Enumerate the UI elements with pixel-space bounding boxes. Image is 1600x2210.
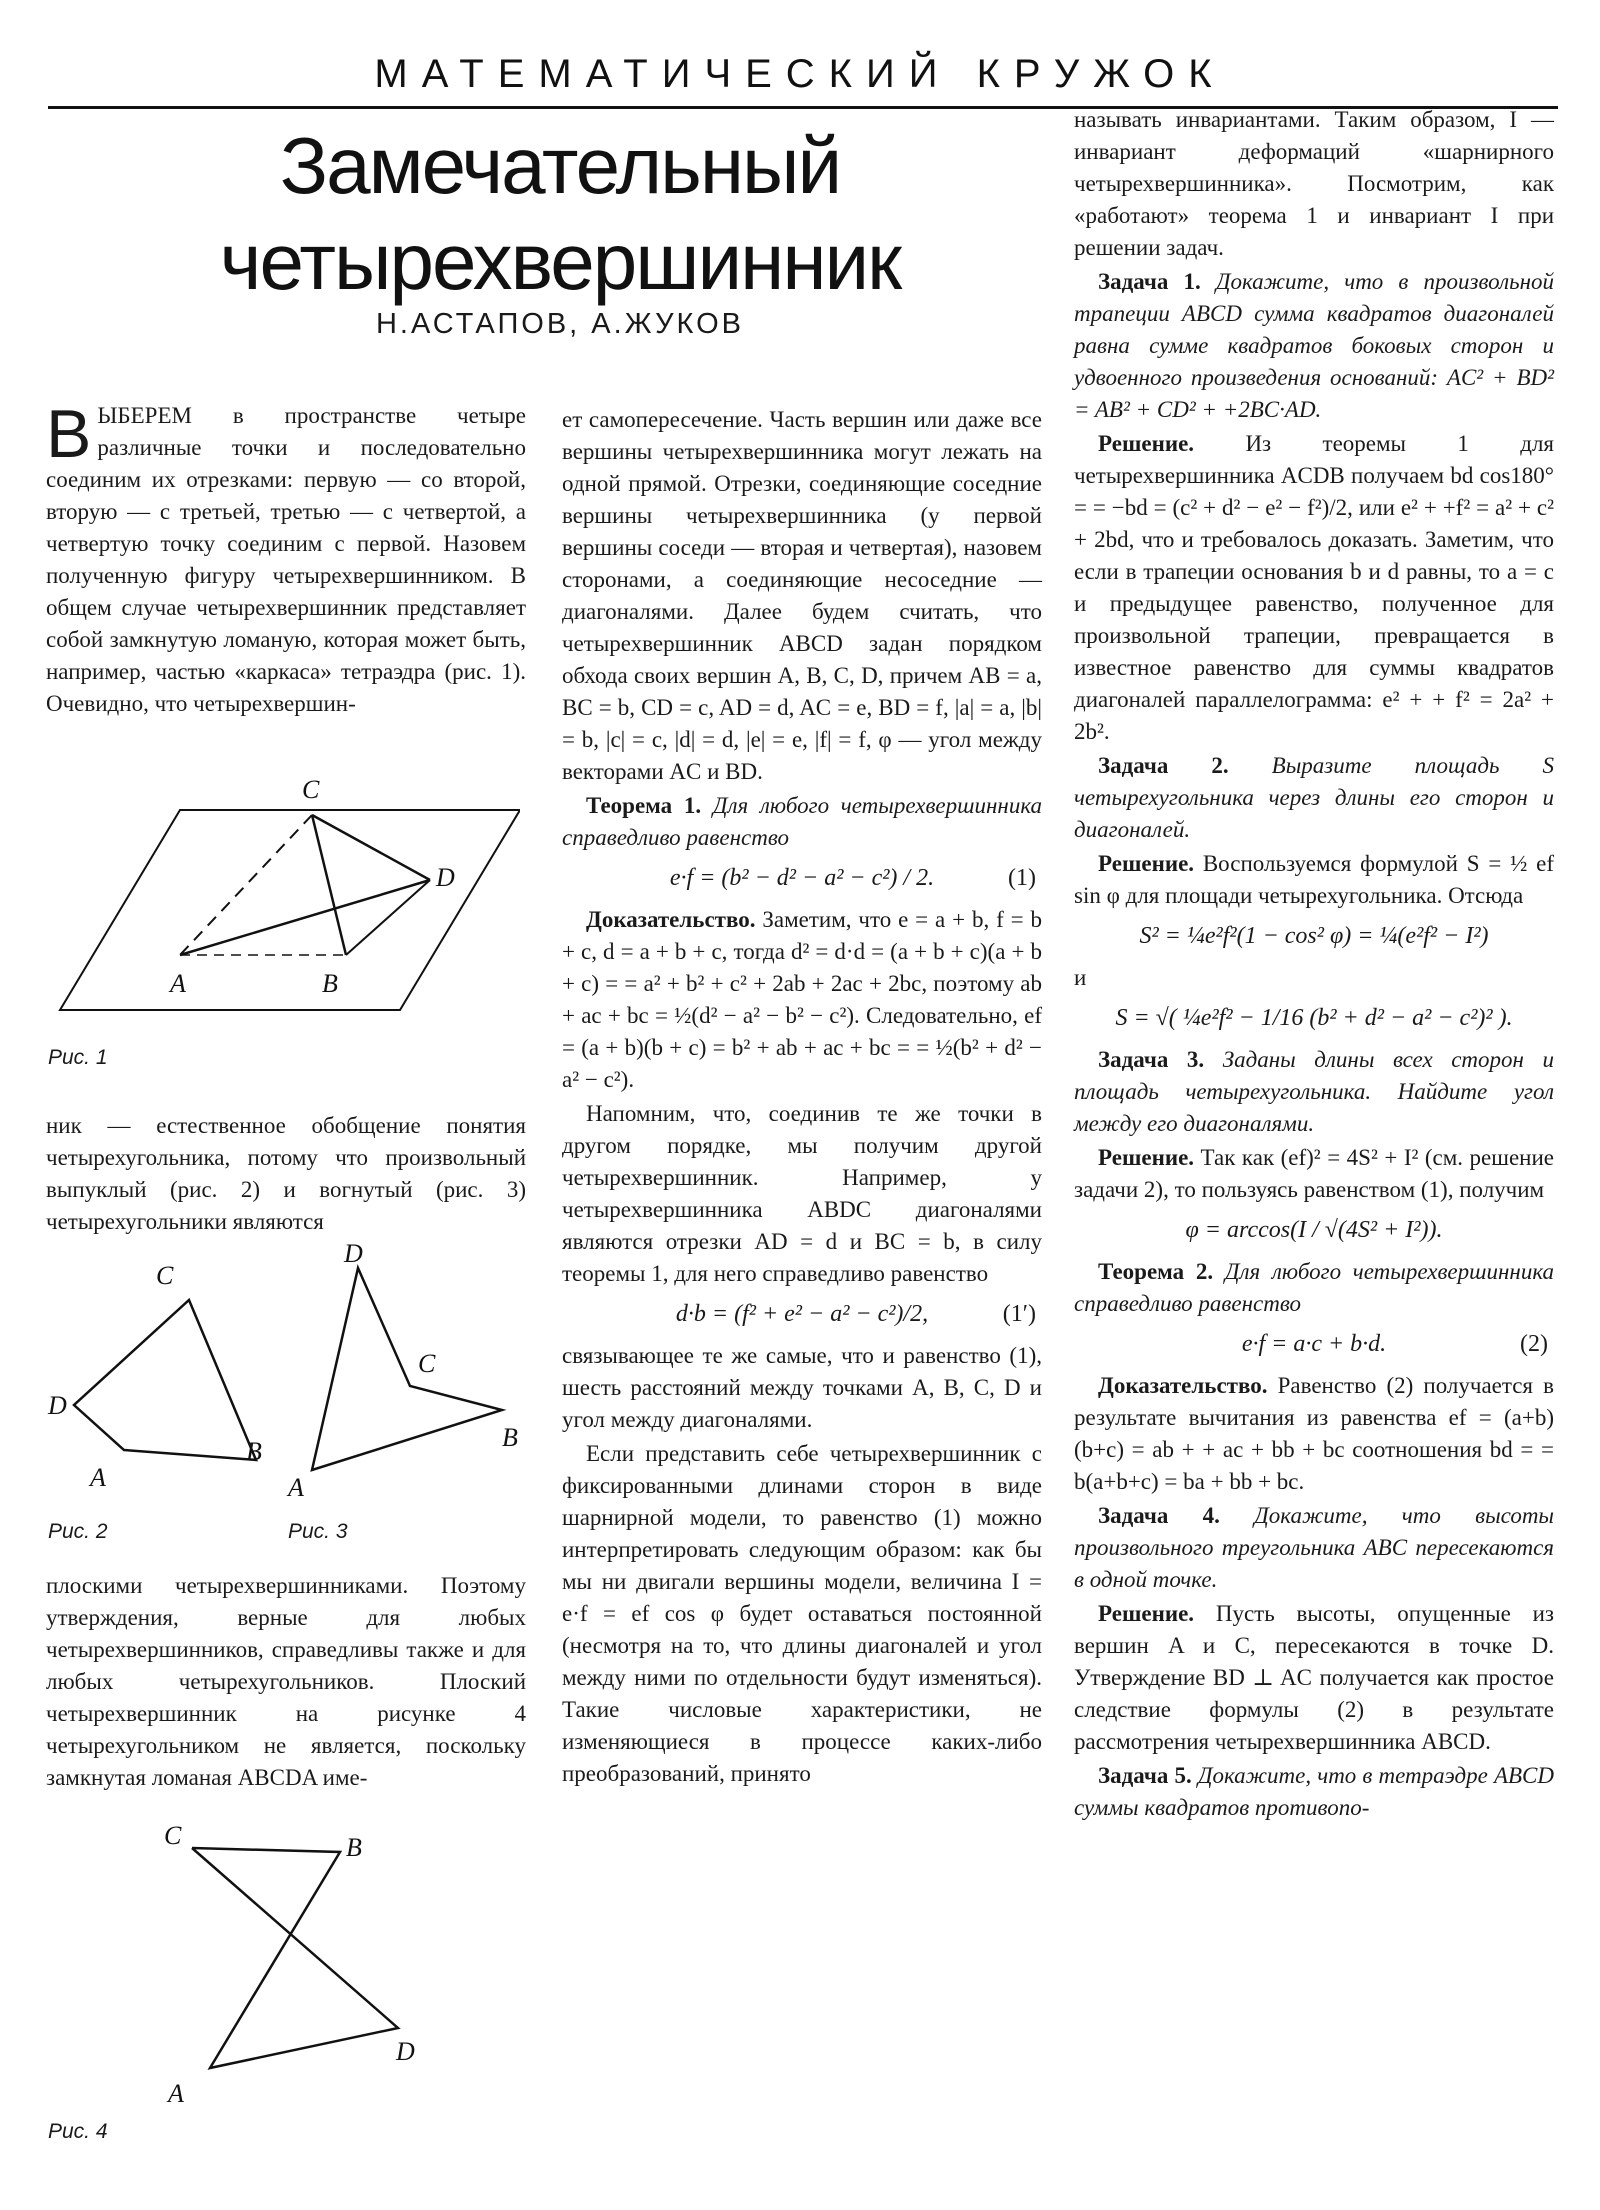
article-title (160, 118, 960, 310)
task-3-text: Заданы длины всех сторон и площадь четырехугольника. Найдите угол между его диагоналями. (1074, 1047, 1555, 1136)
equation-s-squared: S² = ¼e²f²(1 − cos² φ) = ¼(e²f² − I²) (1139, 923, 1489, 949)
fig1-label-d: D (436, 863, 455, 892)
solution-4 (1074, 1598, 1554, 1758)
task-1-label: Задача 1. (1098, 269, 1201, 294)
solution-4-text: Пусть высоты, опущенные из вершин A и C, пересекаются в точке D. Утверждение BD ⊥ AC получается как простое следствие формулы (2) в результате рассмотрения четырехвершинника ABCD. (1074, 1601, 1555, 1754)
fig2-label-b: B (246, 1437, 262, 1466)
equation-s: S = √( ¼e²f² − 1/16 (b² + d² − a² − c²)² ). (1115, 1005, 1513, 1031)
figure-4 (150, 1812, 440, 2112)
column-3 (1074, 104, 1554, 1826)
solution-4-label: Решение. (1098, 1601, 1195, 1626)
solution-3-label: Решение. (1098, 1145, 1195, 1170)
solution-3-text: Так как (ef)² = 4S² + I² (см. решение задачи 2), то пользуясь равенством (1), получим (1074, 1145, 1554, 1202)
paragraph-invariants: называть инвариантами. Таким образом, I — инвариант деформаций «шарнирного четырехвершинника». Посмотрим, как «работают» теорема 1 и инвариант I при решении задач. (1074, 107, 1554, 260)
title-line-2: четырехвершинник (219, 217, 901, 306)
fig1-label-c: C (302, 775, 320, 804)
column-2 (562, 404, 1042, 1792)
fig1-label-b: B (322, 969, 338, 998)
proof-2-label: Доказательство. (1098, 1373, 1268, 1398)
proof-2 (1074, 1370, 1554, 1498)
column-1-top (46, 396, 526, 722)
theorem-1-text: Для любого четырехвершинника справедливо равенство (562, 793, 1043, 850)
task-3 (1074, 1044, 1554, 1140)
fig4-label-a: A (168, 2079, 184, 2108)
solution-1-text: Из теоремы 1 для четырехвершинника ACDB получаем bd cos180° = = −bd = (c² + d² − e² − f²)/2, или e² + +f² = a² + c² + 2bd, что и требовалось доказать. Заметим, что если в трапеции основания b и d равны, то a = c и предыдущее равенство, полученное для произвольной трапеции, превращается в известное равенство для суммы квадратов диагоналей параллелограмма: e² + + f² = 2a² + 2b². (1074, 431, 1555, 744)
solution-2-label: Решение. (1098, 851, 1195, 876)
task-5-label: Задача 5. (1098, 1763, 1192, 1788)
column-1-middle (46, 1110, 526, 1240)
article-authors: Н.АСТАПОВ, А.ЖУКОВ (375, 308, 744, 340)
equation-1 (562, 862, 1042, 894)
fig3-label-c: C (418, 1349, 436, 1378)
fig4-label-b: B (346, 1833, 362, 1862)
task-3-label: Задача 3. (1098, 1047, 1205, 1072)
title-line-1: Замечательный (279, 121, 841, 210)
task-5-text: Докажите, что в тетраэдре ABCD суммы квадратов противопо- (1074, 1763, 1555, 1820)
task-1 (1074, 266, 1554, 426)
equation-2-body: e·f = a·c + b·d. (1241, 1331, 1387, 1357)
theorem-1-label: Теорема 1. (586, 793, 702, 818)
task-5 (1074, 1760, 1554, 1824)
theorem-2 (1074, 1256, 1554, 1320)
fig4-label-c: C (164, 1821, 182, 1850)
paragraph-planar: плоскими четырехвершинниками. Поэтому утверждения, верные для любых четырехвершинников, справедливы также и для любых четырехугольников. Плоский четырехвершинник на рисунке 4 четырехугольником не является, поскольку замкнутая ломаная ABCDA име- (46, 1573, 526, 1790)
proof-1-text: Заметим, что e = a + b, f = b + c, d = a + b + c, тогда d² = d·d = (a + b + c)(a + b + c) = = a² + b² + c² + 2ab + 2ac + 2bc, поэтому ab + ac + bc = ½(d² − a² − b² − c²). Следовательно, ef = (a + b)(b + c) = b² + ab + ac + bc = = ½(b² + d² − a² − c²). (562, 907, 1043, 1092)
equation-1-body: e·f = (b² − d² − a² − c²) / 2. (669, 865, 935, 891)
fig4-label-d: D (396, 2037, 415, 2066)
paragraph-hinged-model: Если представить себе четырехвершинник с фиксированными длинами сторон в виде шарнирной модели, то равенство (1) можно интерпретировать следующим образом: как бы мы ни двигали вершины модели, величина I = e·f = ef cos φ будет оставаться постоянной (несмотря на то, что длины диагоналей и угол между ними по отдельности будут изменяться). Такие числовые характеристики, не изменяющиеся в процессе каких-либо преобразований, принято (562, 1441, 1042, 1786)
equation-1-prime (562, 1298, 1042, 1330)
task-2-label: Задача 2. (1098, 753, 1229, 778)
fig2-label-a: A (90, 1463, 106, 1490)
solution-1 (1074, 428, 1554, 748)
fig3-label-a: A (288, 1473, 304, 1502)
theorem-2-label: Теорема 2. (1098, 1259, 1214, 1284)
task-4-text: Докажите, что высоты произвольного треугольника ABC пересекаются в одной точке. (1074, 1503, 1555, 1592)
drop-cap: В (46, 396, 92, 472)
figure-2 (44, 1230, 304, 1490)
equation-1-prime-body: d·b = (f² + e² − a² − c²)/2, (675, 1301, 929, 1327)
solution-1-label: Решение. (1098, 431, 1195, 456)
equation-1-prime-number: (1′) (1002, 1301, 1036, 1327)
proof-2-text: Равенство (2) получается в результате вычитания из равенства ef = (a+b)(b+c) = ab + + ac + bb + bc соотношения bd = = b(a+b+c) = ba + bb + bc. (1074, 1373, 1554, 1494)
figure-1 (50, 760, 520, 1030)
proof-1 (562, 904, 1042, 1096)
paragraph-generalization: ник — естественное обобщение понятия четырехугольника, потому что произвольный выпуклый (рис. 2) и вогнутый (рис. 3) четырехугольники являются (46, 1113, 526, 1234)
task-2 (1074, 750, 1554, 846)
section-rubric: МАТЕМАТИЧЕСКИЙ КРУЖОК (374, 52, 1226, 96)
task-1-text: Докажите, что в произвольной трапеции ABCD сумма квадратов диагоналей равна сумме квадратов боковых сторон и удвоенного произведения оснований: AC² + BD² = AB² + CD² + +2BC·AD. (1074, 269, 1555, 422)
fig3-label-b: B (502, 1423, 518, 1452)
theorem-1 (562, 790, 1042, 854)
solution-3 (1074, 1142, 1554, 1206)
equation-1-number: (1) (1008, 865, 1036, 891)
intro-text: ЫБЕРЕМ в пространстве четыре различные точки и последовательно соединим их отрезками: первую — со второй, вторую — с третьей, третью — с четвертой, а четвертую точку соединим с первой. Назовем полученную фигуру четырехвершинником. В общем случае четырехвершинник представляет собой замкнутую ломаную, которая может быть, например, частью «каркаса» тетраэдра (рис. 1). Очевидно, что четырехвершин- (46, 403, 526, 716)
figure-3 (276, 1234, 536, 1506)
intro-paragraph (46, 396, 526, 720)
conjunction-and: и (1074, 965, 1087, 990)
equation-2 (1074, 1328, 1554, 1360)
fig2-label-d: D (48, 1391, 67, 1420)
column-1-bottom (46, 1570, 526, 1796)
paragraph-distances: связывающее те же самые, что и равенство (1), шесть расстояний между точками A, B, C, D и угол между диагоналями. (562, 1343, 1042, 1432)
figure-1-caption: Рис. 1 (48, 1046, 108, 1069)
solution-2-text: Воспользуемся формулой S = ½ ef sin φ для площади четырехугольника. Отсюда (1074, 851, 1554, 908)
task-2-text: Выразите площадь S четырехугольника через длины его сторон и диагоналей. (1074, 753, 1555, 842)
figure-3-caption: Рис. 3 (288, 1520, 348, 1543)
proof-1-label: Доказательство. (586, 907, 756, 932)
fig3-label-d: D (344, 1239, 363, 1268)
task-4-label: Задача 4. (1098, 1503, 1220, 1528)
equation-phi: φ = arccos(I / √(4S² + I²)). (1185, 1217, 1443, 1243)
theorem-2-text: Для любого четырехвершинника справедливо равенство (1074, 1259, 1555, 1316)
fig1-label-a: A (170, 969, 186, 998)
equation-2-number: (2) (1520, 1331, 1548, 1357)
figure-4-caption: Рис. 4 (48, 2120, 108, 2143)
fig2-label-c: C (156, 1261, 174, 1290)
paragraph-reorder: Напомним, что, соединив те же точки в другом порядке, мы получим другой четырехвершинник. Например, у четырехвершинника ABDC диагоналями являются отрезки AD = d и BC = b, в силу теоремы 1, для него справедливо равенство (562, 1101, 1042, 1286)
figure-2-caption: Рис. 2 (48, 1520, 108, 1543)
paragraph-definitions: ет самопересечение. Часть вершин или даже все вершины четырехвершинника могут лежать на одной прямой. Отрезки, соединяющие соседние вершины четырехвершинника (у первой вершины соседи — вторая и четвертая), назовем сторонами, а соединяющие несоседние — диагоналями. Далее будем считать, что четырехвершинник ABCD задан порядком обхода своих вершин A, B, C, D, причем AB = a, BC = b, CD = c, AD = d, AC = e, BD = f, |a| = a, |b| = b, |c| = c, |d| = d, |e| = e, |f| = f, φ — угол между векторами AC и BD. (562, 407, 1042, 784)
task-4 (1074, 1500, 1554, 1596)
solution-2 (1074, 848, 1554, 912)
